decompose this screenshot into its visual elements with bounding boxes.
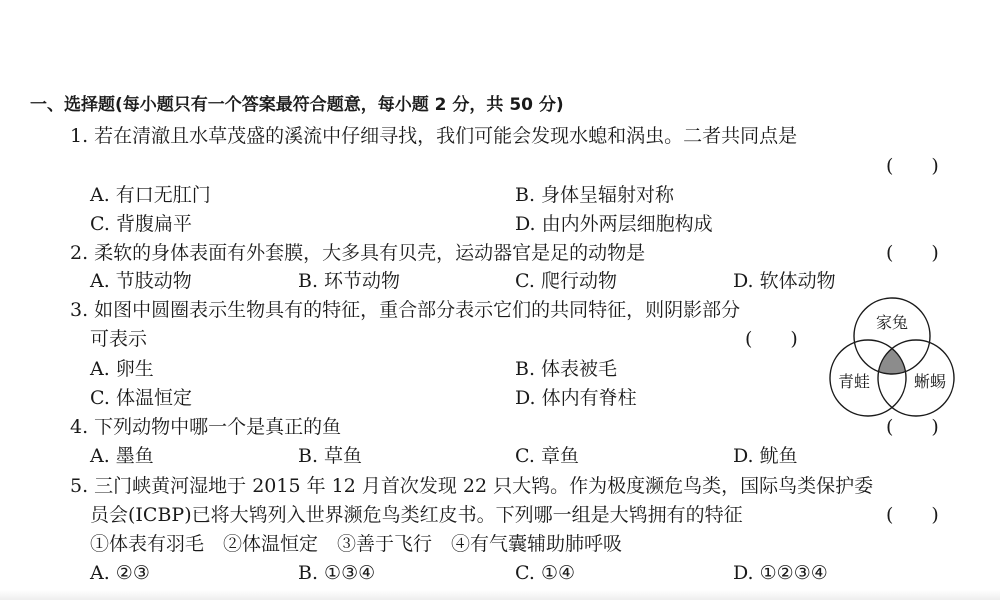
q5-option-a: A. ②③ (90, 562, 150, 584)
q2-option-c: C. 爬行动物 (515, 270, 617, 292)
q3-option-d: D. 体内有脊柱 (515, 387, 637, 409)
q3-stem-line2: 可表示 (90, 328, 148, 350)
q1-stem: 1. 若在清澈且水草茂盛的溪流中仔细寻找，我们可能会发现水螅和涡虫。二者共同点是 (70, 125, 798, 147)
q4-option-c: C. 章鱼 (515, 445, 579, 467)
q5-stem-line1: 5. 三门峡黄河湿地于 2015 年 12 月首次发现 22 只大鸨。作为极度濒危鸟类，国际鸟类保护委 (70, 475, 874, 497)
q5-option-b: B. ①③④ (298, 562, 376, 584)
venn-label-lizard: 蜥蜴 (913, 372, 947, 391)
q1-option-b: B. 身体呈辐射对称 (515, 184, 675, 206)
q3-option-c: C. 体温恒定 (90, 387, 192, 409)
section-title: 一、选择题(每小题只有一个答案最符合题意，每小题 2 分，共 50 分) (30, 95, 564, 115)
q5-option-c: C. ①④ (515, 562, 576, 584)
q3-stem-line1: 3. 如图中圆圈表示生物具有的特征，重合部分表示它们的共同特征，则阴影部分 (70, 299, 741, 321)
q1-option-a: A. 有口无肛门 (90, 184, 211, 206)
q3-answer-paren: ( ) (745, 328, 798, 350)
q3-option-a: A. 卵生 (90, 358, 154, 380)
venn-diagram (828, 296, 956, 420)
venn-label-rabbit: 家兔 (875, 313, 909, 332)
q4-option-a: A. 墨鱼 (90, 445, 154, 467)
q5-option-d: D. ①②③④ (733, 562, 828, 584)
venn-label-frog: 青蛙 (837, 372, 871, 391)
q2-option-b: B. 环节动物 (298, 270, 401, 292)
q5-features: ①体表有羽毛 ②体温恒定 ③善于飞行 ④有气囊辅助肺呼吸 (90, 533, 623, 555)
q2-option-a: A. 节肢动物 (90, 270, 192, 292)
q2-answer-paren: ( ) (886, 242, 939, 264)
page-bottom-edge (0, 590, 1000, 600)
q5-stem-line2: 员会(ICBP)已将大鸨列入世界濒危鸟类红皮书。下列哪一组是大鸨拥有的特征 (90, 504, 743, 526)
q4-answer-paren: ( ) (886, 416, 939, 438)
q2-stem: 2. 柔软的身体表面有外套膜，大多具有贝壳，运动器官是足的动物是 (70, 242, 646, 264)
q1-option-d: D. 由内外两层细胞构成 (515, 213, 713, 235)
q4-option-b: B. 草鱼 (298, 445, 363, 467)
q1-answer-paren: ( ) (886, 155, 939, 177)
q2-option-d: D. 软体动物 (733, 270, 836, 292)
q5-answer-paren: ( ) (886, 504, 939, 526)
q3-option-b: B. 体表被毛 (515, 358, 618, 380)
q4-stem: 4. 下列动物中哪一个是真正的鱼 (70, 416, 342, 438)
q1-option-c: C. 背腹扁平 (90, 213, 192, 235)
q4-option-d: D. 鱿鱼 (733, 445, 798, 467)
